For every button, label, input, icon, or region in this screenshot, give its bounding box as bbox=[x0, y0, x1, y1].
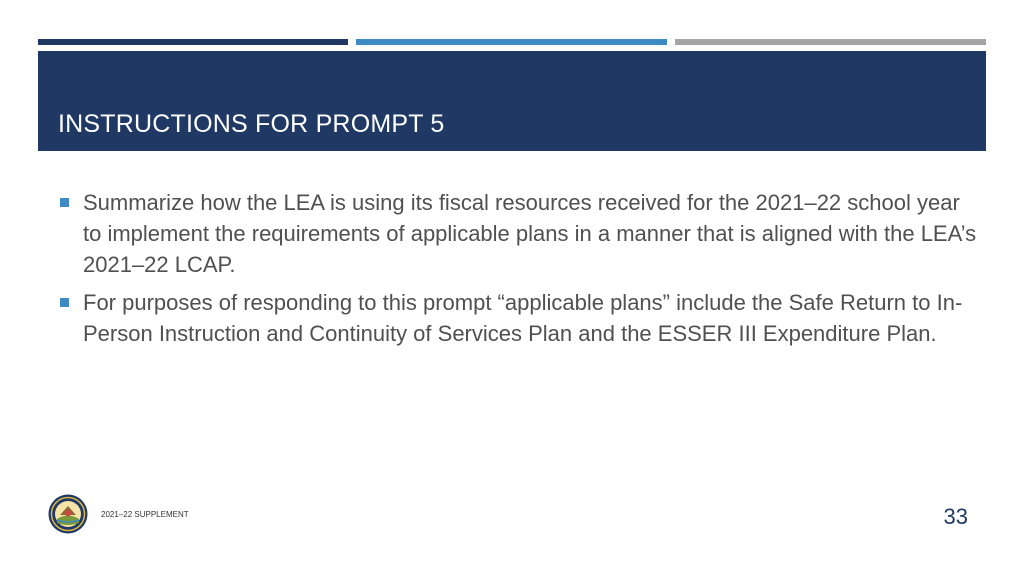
bullet-text: Summarize how the LEA is using its fiscal resources received for the 2021–22 school year to implement the requirements of applicable plans in a manner that is aligned with the LEA’s 2021–22 LCAP. bbox=[83, 190, 977, 277]
title-band bbox=[38, 51, 986, 151]
accent-bar-dark bbox=[38, 39, 348, 45]
bullet-item bbox=[60, 187, 980, 280]
accent-bar-gray bbox=[675, 39, 986, 45]
slide-title: INSTRUCTIONS FOR PROMPT 5 bbox=[58, 110, 445, 138]
footer-label: 2021–22 SUPPLEMENT bbox=[101, 510, 189, 519]
accent-bar-blue bbox=[356, 39, 667, 45]
bullet-text: For purposes of responding to this prompt “applicable plans” include the Safe Return to In-Person Instruction and Continuity of Services Plan and the ESSER III Expenditure Plan. bbox=[83, 290, 963, 346]
page-number: 33 bbox=[943, 504, 968, 529]
bullet-item bbox=[60, 287, 980, 349]
state-seal-icon bbox=[48, 494, 88, 534]
square-bullet-icon bbox=[60, 298, 69, 307]
bullet-list bbox=[60, 187, 980, 356]
square-bullet-icon bbox=[60, 198, 69, 207]
